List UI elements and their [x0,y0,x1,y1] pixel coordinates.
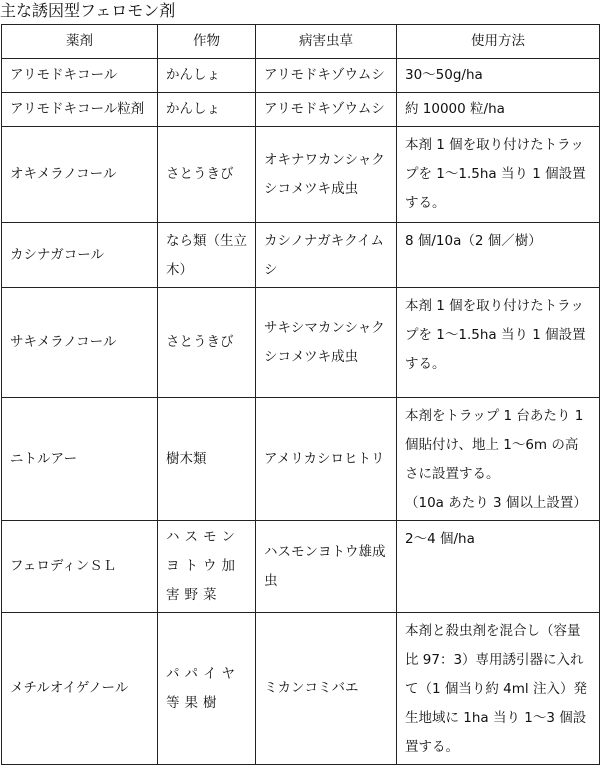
table-row [2,127,600,223]
table-row [2,521,600,613]
crop-cell: 樹木類 [158,398,256,521]
table-row [2,288,600,398]
usage-cell: 本剤 1 個を取り付けたトラップを 1～1.5ha 当り 1 個設置する。 [397,288,600,398]
pest-cell: ハスモンヨトウ雄成虫 [256,521,397,613]
table-row [2,59,600,93]
agent-cell: メチルオイゲノール [2,613,158,765]
document-title: 主な誘因型フェロモン剤 [0,1,176,20]
table-row [2,223,600,288]
pest-cell: オキナワカンシャクシコメツキ成虫 [256,127,397,223]
crop-cell: かんしょ [158,59,256,93]
crop-cell: パパイヤ等果樹 [158,613,256,765]
usage-cell: 2～4 個/ha [397,521,600,613]
header-pest: 病害虫草 [256,25,397,59]
agent-cell: ニトルアー [2,398,158,521]
table-header-row [2,25,600,59]
agent-cell: フェロディンＳＬ [2,521,158,613]
usage-note: （10a あたり 3 個以上設置） [405,495,587,511]
crop-cell: さとうきび [158,127,256,223]
table-row [2,93,600,127]
usage-cell: 本剤 1 個を取り付けたトラップを 1～1.5ha 当り 1 個設置する。 [397,127,600,223]
pest-cell: ミカンコミバエ [256,613,397,765]
pest-cell: アリモドキゾウムシ [256,93,397,127]
agent-cell: オキメラノコール [2,127,158,223]
usage-cell: 8 個/10a（2 個／樹） [397,223,600,288]
pest-cell: サキシマカンシャクシコメツキ成虫 [256,288,397,398]
usage-cell: 30～50g/ha [397,59,600,93]
header-usage: 使用方法 [397,25,600,59]
agent-cell: カシナガコール [2,223,158,288]
usage-cell: 約 10000 粒/ha [397,93,600,127]
pheromone-table [1,24,600,765]
header-agent: 薬剤 [2,25,158,59]
pest-cell: カシノナガキクイムシ [256,223,397,288]
usage-cell: 本剤と殺虫剤を混合し（容量比 97：3）専用誘引器に入れて（1 個当り約 4ml 注入）発生地域に 1ha 当り 1～3 個設置する。 [397,613,600,765]
crop-cell: ハスモンヨトウ加害野菜 [158,521,256,613]
pest-cell: アリモドキゾウムシ [256,59,397,93]
crop-cell: さとうきび [158,288,256,398]
pest-cell: アメリカシロヒトリ [256,398,397,521]
agent-cell: アリモドキコール粒剤 [2,93,158,127]
usage-cell [397,398,600,521]
table-row [2,613,600,765]
crop-cell: なら類（生立木） [158,223,256,288]
usage-text: 本剤をトラップ 1 台あたり 1 個貼付け、地上 1～6m の高さに設置する。 [405,408,584,482]
crop-cell: かんしょ [158,93,256,127]
header-crop: 作物 [158,25,256,59]
agent-cell: サキメラノコール [2,288,158,398]
agent-cell: アリモドキコール [2,59,158,93]
table-row [2,398,600,521]
